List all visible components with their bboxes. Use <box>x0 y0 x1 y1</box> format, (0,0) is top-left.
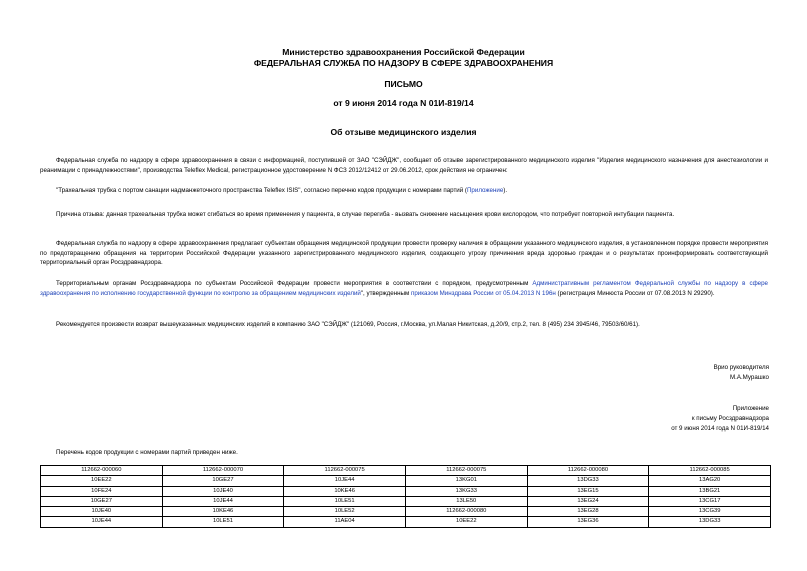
paragraph-3-text: Причина отзыва: данная трахеальная трубка может сгибаться во время применения у пациента, в случае перегиба - вызвать снижение насыщения крови кислородом, что потребует повторной интубации пациента. <box>56 211 675 218</box>
table-cell: 10LE51 <box>284 496 406 506</box>
table-row <box>41 517 771 527</box>
paragraph-6 <box>40 320 768 330</box>
table-row <box>41 486 771 496</box>
table-cell: 112662-000080 <box>405 507 527 517</box>
table-cell: 10EE22 <box>405 517 527 527</box>
document-type: ПИСЬМО <box>384 79 423 89</box>
paragraph-5 <box>40 279 768 298</box>
paragraph-4 <box>40 239 768 268</box>
table-cell: 112662-000075 <box>405 466 527 476</box>
paragraph-5-text: Территориальным органам Росздравнадзора по субъектам Российской Федерации провести мероприятия в соответствии с порядком, предусмотренным <box>56 280 533 287</box>
table-cell: 13BG21 <box>649 486 771 496</box>
paragraph-4-text: Федеральная служба по надзору в сфере здравоохранения предлагает субъектам обращения медицинской продукции провести проверку наличия в обращении указанного медицинского изделия, в установленном порядке провести мероприятия по предотвращению обращения на территории Российской Федерации указанного зарегистрированного медицинского изделия, создающего угрозу причинения вреда здоровью граждан и о результатах проинформировать соответствующий территориальный орган Росздравнадзора. <box>40 240 768 267</box>
table-cell: 11AE04 <box>284 517 406 527</box>
table-row <box>41 496 771 506</box>
ministry-title: Министерство здравоохранения Российской Федерации <box>282 47 525 57</box>
paragraph-2 <box>40 186 768 196</box>
paragraph-2-end: ). <box>503 187 508 194</box>
appendix-link[interactable]: Приложение <box>466 187 504 194</box>
regulation-link[interactable]: Административным регламентом Федеральной службы по надзору в сфере здравоохранения по исполнению государственной функции по контролю за обращением медицинских изделий <box>40 280 768 297</box>
table-cell: 112662-000060 <box>41 466 163 476</box>
appendix-intro-text: Перечень кодов продукции с номерами партий приведен ниже. <box>56 449 238 456</box>
table-cell: 10GE27 <box>41 496 163 506</box>
table-cell: 13CG17 <box>649 496 771 506</box>
table-cell: 13KG33 <box>405 486 527 496</box>
table-cell: 13EG36 <box>527 517 649 527</box>
table-cell: 13EG28 <box>527 507 649 517</box>
table-cell: 10FE24 <box>41 486 163 496</box>
table-cell: 13DG33 <box>527 476 649 486</box>
signature-role: Врио руководителя <box>713 364 769 371</box>
service-title: ФЕДЕРАЛЬНАЯ СЛУЖБА ПО НАДЗОРУ В СФЕРЕ ЗДРАВООХРАНЕНИЯ <box>253 58 554 68</box>
paragraph-1 <box>40 156 768 175</box>
paragraph-6-text: Рекомендуется произвести возврат вышеуказанных медицинских изделий в компанию ЗАО "СЭЙДЖ" (121069, Россия, г.Москва, ул.Малая Никитская, д.20/9, стр.2, тел. 8 (495) 234 3945/46, 79503/60/61). <box>56 321 640 328</box>
table-cell: 13LE50 <box>405 496 527 506</box>
paragraph-5-end: (регистрация Минюста России от 07.08.2013 N 29290). <box>555 289 715 297</box>
document-subject: Об отзыве медицинского изделия <box>330 127 477 137</box>
table-cell: 10KE46 <box>162 507 284 517</box>
table-cell: 13KG01 <box>405 476 527 486</box>
table-cell: 112662-000085 <box>649 466 771 476</box>
table-cell: 112662-000080 <box>527 466 649 476</box>
table-row <box>41 466 771 476</box>
table-cell: 10EE22 <box>41 476 163 486</box>
table-cell: 13DG33 <box>649 517 771 527</box>
table-cell: 10GE27 <box>162 476 284 486</box>
signature-name: М.А.Мурашко <box>729 374 769 381</box>
table-cell: 10KE46 <box>284 486 406 496</box>
table-row <box>41 507 771 517</box>
table-cell: 13CG39 <box>649 507 771 517</box>
paragraph-3 <box>40 210 768 220</box>
table-cell: 112662-000070 <box>162 466 284 476</box>
table-cell: 10JE44 <box>284 476 406 486</box>
table-cell: 10JE44 <box>162 496 284 506</box>
table-cell: 13EG15 <box>527 486 649 496</box>
table-cell: 10JE40 <box>41 507 163 517</box>
table-cell: 10LE51 <box>162 517 284 527</box>
order-link[interactable]: приказом Минздрава России от 05.04.2013 N 196н <box>410 289 556 297</box>
table-cell: 10LE52 <box>284 507 406 517</box>
appendix-title: Приложение <box>732 405 769 412</box>
table-row <box>41 476 771 486</box>
appendix-ref-1: к письму Росздравнадзора <box>691 415 769 422</box>
table-cell: 10JE44 <box>41 517 163 527</box>
paragraph-1-text: Федеральная служба по надзору в сфере здравоохранения в связи с информацией, поступившей от ЗАО "СЭЙДЖ", сообщает об отзыве зарегистрированного медицинского изделия "Изделия медицинского назначения для анестезиологии и реанимации с принадлежностями", производства Teleflex Medical, регистрационное удостоверение N ФСЗ 2012/12412 от 29.06.2012, срок действия не ограничен: <box>40 157 768 174</box>
document-date: от 9 июня 2014 года N 01И-819/14 <box>333 98 474 108</box>
table-cell: 13AG20 <box>649 476 771 486</box>
paragraph-5-mid: ", утвержденным <box>360 289 411 297</box>
product-codes-table <box>40 465 771 528</box>
paragraph-2-text: "Трахеальная трубка с портом санации надманжеточного пространства Teleflex ISIS", согласно перечню кодов продукции с номерами партий ( <box>56 187 467 194</box>
appendix-intro <box>40 448 768 458</box>
table-cell: 13EG24 <box>527 496 649 506</box>
appendix-ref-2: от 9 июня 2014 года N 01И-819/14 <box>671 425 769 432</box>
table-cell: 112662-000075 <box>284 466 406 476</box>
table-cell: 10JE40 <box>162 486 284 496</box>
